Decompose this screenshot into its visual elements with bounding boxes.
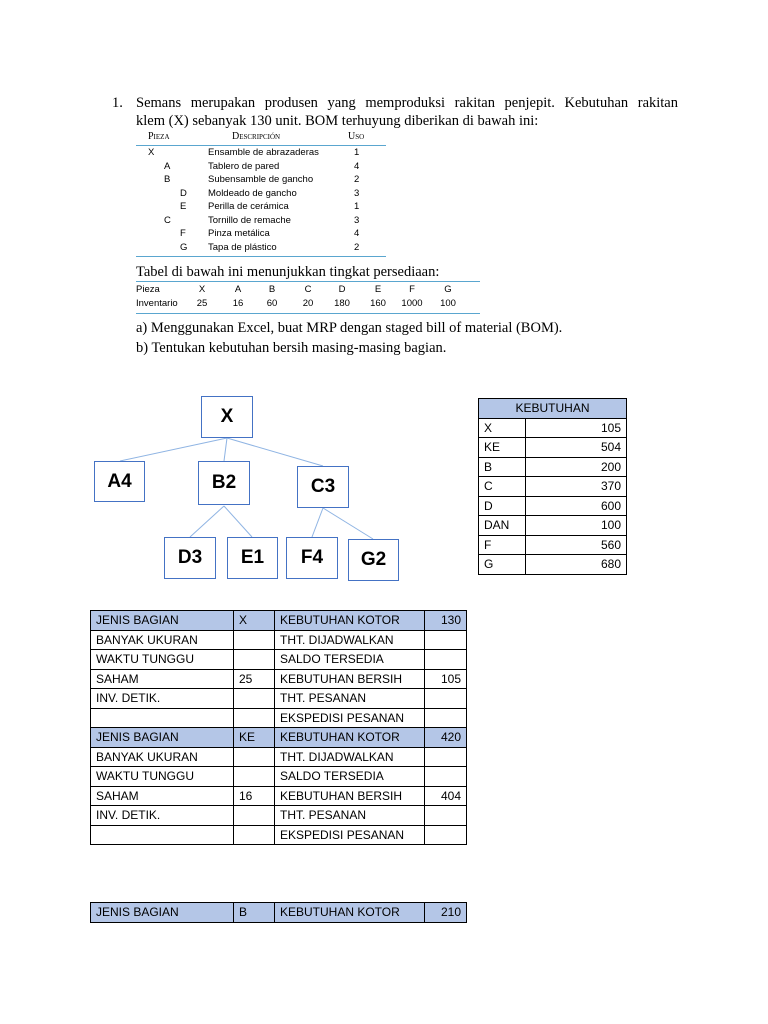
kebutuhan-part: G	[479, 555, 526, 575]
bom-header-description: Descripción	[232, 131, 281, 142]
mrp-row	[91, 669, 467, 689]
tree-node-c3: C3	[297, 466, 349, 508]
bom-piece: D	[180, 187, 187, 199]
bom-row	[136, 214, 386, 228]
kebutuhan-value: 504	[526, 438, 627, 458]
inventory-value: 100	[440, 298, 456, 309]
mrp-part-value: B	[234, 903, 275, 923]
mrp-label: INV. DETIK.	[91, 806, 234, 826]
mrp-part-value	[234, 767, 275, 787]
kebutuhan-value: 370	[526, 477, 627, 497]
bom-piece: G	[180, 241, 188, 253]
mrp-metric: KEBUTUHAN BERSIH	[275, 786, 425, 806]
mrp-label: BANYAK UKURAN	[91, 747, 234, 767]
bom-description: Perilla de cerámica	[208, 201, 289, 212]
kebutuhan-row	[479, 516, 627, 536]
mrp-metric-value	[425, 689, 467, 709]
inventory-caption: Tabel di bawah ini menunjukkan tingkat persediaan:	[136, 264, 440, 280]
kebutuhan-row	[479, 535, 627, 555]
kebutuhan-value: 600	[526, 496, 627, 516]
mrp-metric: KEBUTUHAN BERSIH	[275, 669, 425, 689]
bom-header-use: Uso	[348, 131, 365, 142]
mrp-metric: THT. PESANAN	[275, 806, 425, 826]
bom-description: Ensamble de abrazaderas	[208, 147, 319, 158]
mrp-metric: KEBUTUHAN KOTOR	[275, 903, 425, 923]
kebutuhan-row	[479, 438, 627, 458]
mrp-metric-value	[425, 825, 467, 845]
bom-use: 2	[354, 174, 360, 185]
inventory-piece: G	[444, 284, 452, 295]
bom-header-piece: Pieza	[148, 131, 170, 142]
kebutuhan-part: C	[479, 477, 526, 497]
kebutuhan-part: KE	[479, 438, 526, 458]
bom-row	[136, 173, 386, 187]
bom-use: 3	[354, 214, 360, 226]
mrp-metric-value	[425, 708, 467, 728]
mrp-metric: KEBUTUHAN KOTOR	[275, 728, 425, 748]
tree-node-root: X	[201, 396, 253, 438]
mrp-part-value	[234, 806, 275, 826]
kebutuhan-value: 200	[526, 457, 627, 477]
bom-description: Pinza metálica	[208, 228, 270, 239]
mrp-row	[91, 806, 467, 826]
task-b: b) Tentukan kebutuhan bersih masing-masing bagian.	[136, 340, 447, 356]
bom-row	[136, 227, 386, 241]
mrp-part-value	[234, 630, 275, 650]
kebutuhan-part: F	[479, 535, 526, 555]
mrp-row	[91, 767, 467, 787]
bom-description: Tablero de pared	[208, 160, 280, 172]
mrp-label: BANYAK UKURAN	[91, 630, 234, 650]
kebutuhan-row	[479, 477, 627, 497]
bom-table-header	[136, 131, 386, 146]
inventory-value: 60	[266, 298, 278, 309]
mrp-label: SAHAM	[91, 669, 234, 689]
bom-use: 3	[354, 187, 360, 199]
inventory-value: 180	[334, 298, 350, 309]
mrp-part-value: X	[234, 611, 275, 631]
bom-table	[136, 131, 386, 257]
mrp-label: INV. DETIK.	[91, 689, 234, 709]
question-text-line-2: klem (X) sebanyak 130 unit. BOM terhuyung diberikan di bawah ini:	[136, 113, 539, 129]
bom-description: Tapa de plástico	[208, 241, 277, 253]
bom-piece: C	[164, 214, 171, 226]
mrp-row	[91, 825, 467, 845]
mrp-row	[91, 650, 467, 670]
inventory-piece-row	[136, 282, 480, 296]
kebutuhan-header: KEBUTUHAN	[479, 399, 627, 419]
inventory-piece: E	[374, 284, 382, 295]
mrp-table-1	[90, 610, 467, 845]
mrp-metric: KEBUTUHAN KOTOR	[275, 611, 425, 631]
mrp-part-value	[234, 689, 275, 709]
bom-use: 4	[354, 160, 360, 172]
tree-node-g2: G2	[348, 539, 399, 581]
bom-row	[136, 200, 386, 214]
mrp-metric-value: 130	[425, 611, 467, 631]
mrp-metric-value: 105	[425, 669, 467, 689]
inventory-piece: D	[338, 284, 346, 295]
inventory-value-row	[136, 296, 480, 310]
mrp-metric-value	[425, 630, 467, 650]
bom-description: Tornillo de remache	[208, 214, 291, 226]
mrp-part-value: 25	[234, 669, 275, 689]
mrp-row	[91, 786, 467, 806]
kebutuhan-part: X	[479, 418, 526, 438]
tree-node-f4: F4	[286, 537, 338, 579]
inventory-piece: C	[304, 284, 312, 295]
bom-row	[136, 146, 386, 160]
mrp-metric-value: 210	[425, 903, 467, 923]
tree-node-d3: D3	[164, 537, 216, 579]
mrp-metric-value	[425, 806, 467, 826]
inventory-piece: A	[234, 284, 242, 295]
tree-node-a4: A4	[94, 461, 145, 502]
mrp-label: WAKTU TUNGGU	[91, 767, 234, 787]
kebutuhan-part: D	[479, 496, 526, 516]
bom-row	[136, 187, 386, 201]
bom-piece: F	[180, 228, 186, 239]
tree-node-b2: B2	[198, 461, 250, 505]
mrp-metric: THT. DIJADWALKAN	[275, 630, 425, 650]
mrp-metric: SALDO TERSEDIA	[275, 650, 425, 670]
mrp-metric: EKSPEDISI PESANAN	[275, 708, 425, 728]
bom-description: Moldeado de gancho	[208, 187, 297, 199]
mrp-part-value: 16	[234, 786, 275, 806]
mrp-label	[91, 825, 234, 845]
mrp-metric-value: 420	[425, 728, 467, 748]
product-structure-tree	[80, 390, 420, 590]
inventory-value: 16	[232, 298, 244, 309]
mrp-row	[91, 689, 467, 709]
bom-use: 1	[354, 201, 360, 212]
bom-use: 4	[354, 228, 360, 239]
mrp-metric-value	[425, 747, 467, 767]
bom-piece: B	[164, 174, 171, 185]
kebutuhan-row	[479, 496, 627, 516]
kebutuhan-value: 100	[526, 516, 627, 536]
inventory-piece: X	[198, 284, 206, 295]
bom-use: 1	[354, 147, 360, 158]
mrp-metric-value	[425, 767, 467, 787]
mrp-label: SAHAM	[91, 786, 234, 806]
mrp-label: JENIS BAGIAN	[91, 611, 234, 631]
kebutuhan-value: 680	[526, 555, 627, 575]
bom-piece: E	[180, 201, 187, 212]
mrp-metric-value: 404	[425, 786, 467, 806]
mrp-label: JENIS BAGIAN	[91, 903, 234, 923]
mrp-metric-value	[425, 650, 467, 670]
mrp-part-value	[234, 825, 275, 845]
kebutuhan-row	[479, 418, 627, 438]
question-text-line-1: Semans merupakan produsen yang memproduksi rakitan penjepit. Kebutuhan rakitan	[136, 95, 678, 111]
mrp-part-value	[234, 747, 275, 767]
mrp-label: WAKTU TUNGGU	[91, 650, 234, 670]
inventory-piece: F	[409, 284, 415, 295]
mrp-metric: THT. PESANAN	[275, 689, 425, 709]
bom-row	[136, 160, 386, 174]
question-number: 1.	[112, 95, 123, 111]
mrp-part-value	[234, 650, 275, 670]
mrp-label	[91, 708, 234, 728]
mrp-metric: THT. DIJADWALKAN	[275, 747, 425, 767]
kebutuhan-value: 105	[526, 418, 627, 438]
kebutuhan-part: B	[479, 457, 526, 477]
kebutuhan-part: DAN	[479, 516, 526, 536]
mrp-row	[91, 747, 467, 767]
mrp-row	[91, 728, 467, 748]
bom-piece: A	[164, 160, 171, 172]
inventory-value: 20	[302, 298, 314, 309]
kebutuhan-row	[479, 457, 627, 477]
mrp-metric: EKSPEDISI PESANAN	[275, 825, 425, 845]
inventory-value: 160	[370, 298, 386, 309]
inventory-value: 25	[196, 298, 208, 309]
bom-use: 2	[354, 241, 360, 253]
mrp-table-2	[90, 902, 467, 923]
mrp-part-value	[234, 708, 275, 728]
mrp-part-value: KE	[234, 728, 275, 748]
inventory-label-inventory: Inventario	[136, 298, 178, 309]
kebutuhan-table	[478, 398, 627, 575]
kebutuhan-row	[479, 555, 627, 575]
inventory-piece: B	[268, 284, 276, 295]
bom-row	[136, 241, 386, 255]
inventory-value: 1000	[401, 298, 423, 309]
mrp-row	[91, 611, 467, 631]
bom-description: Subensamble de gancho	[208, 174, 314, 185]
mrp-row	[91, 630, 467, 650]
bom-piece: X	[148, 147, 155, 158]
mrp-row	[91, 708, 467, 728]
kebutuhan-value: 560	[526, 535, 627, 555]
inventory-table	[136, 281, 480, 314]
mrp-row	[91, 903, 467, 923]
inventory-label-piece: Pieza	[136, 284, 160, 295]
mrp-label: JENIS BAGIAN	[91, 728, 234, 748]
task-a: a) Menggunakan Excel, buat MRP dengan staged bill of material (BOM).	[136, 320, 563, 336]
mrp-metric: SALDO TERSEDIA	[275, 767, 425, 787]
tree-node-e1: E1	[227, 537, 278, 579]
